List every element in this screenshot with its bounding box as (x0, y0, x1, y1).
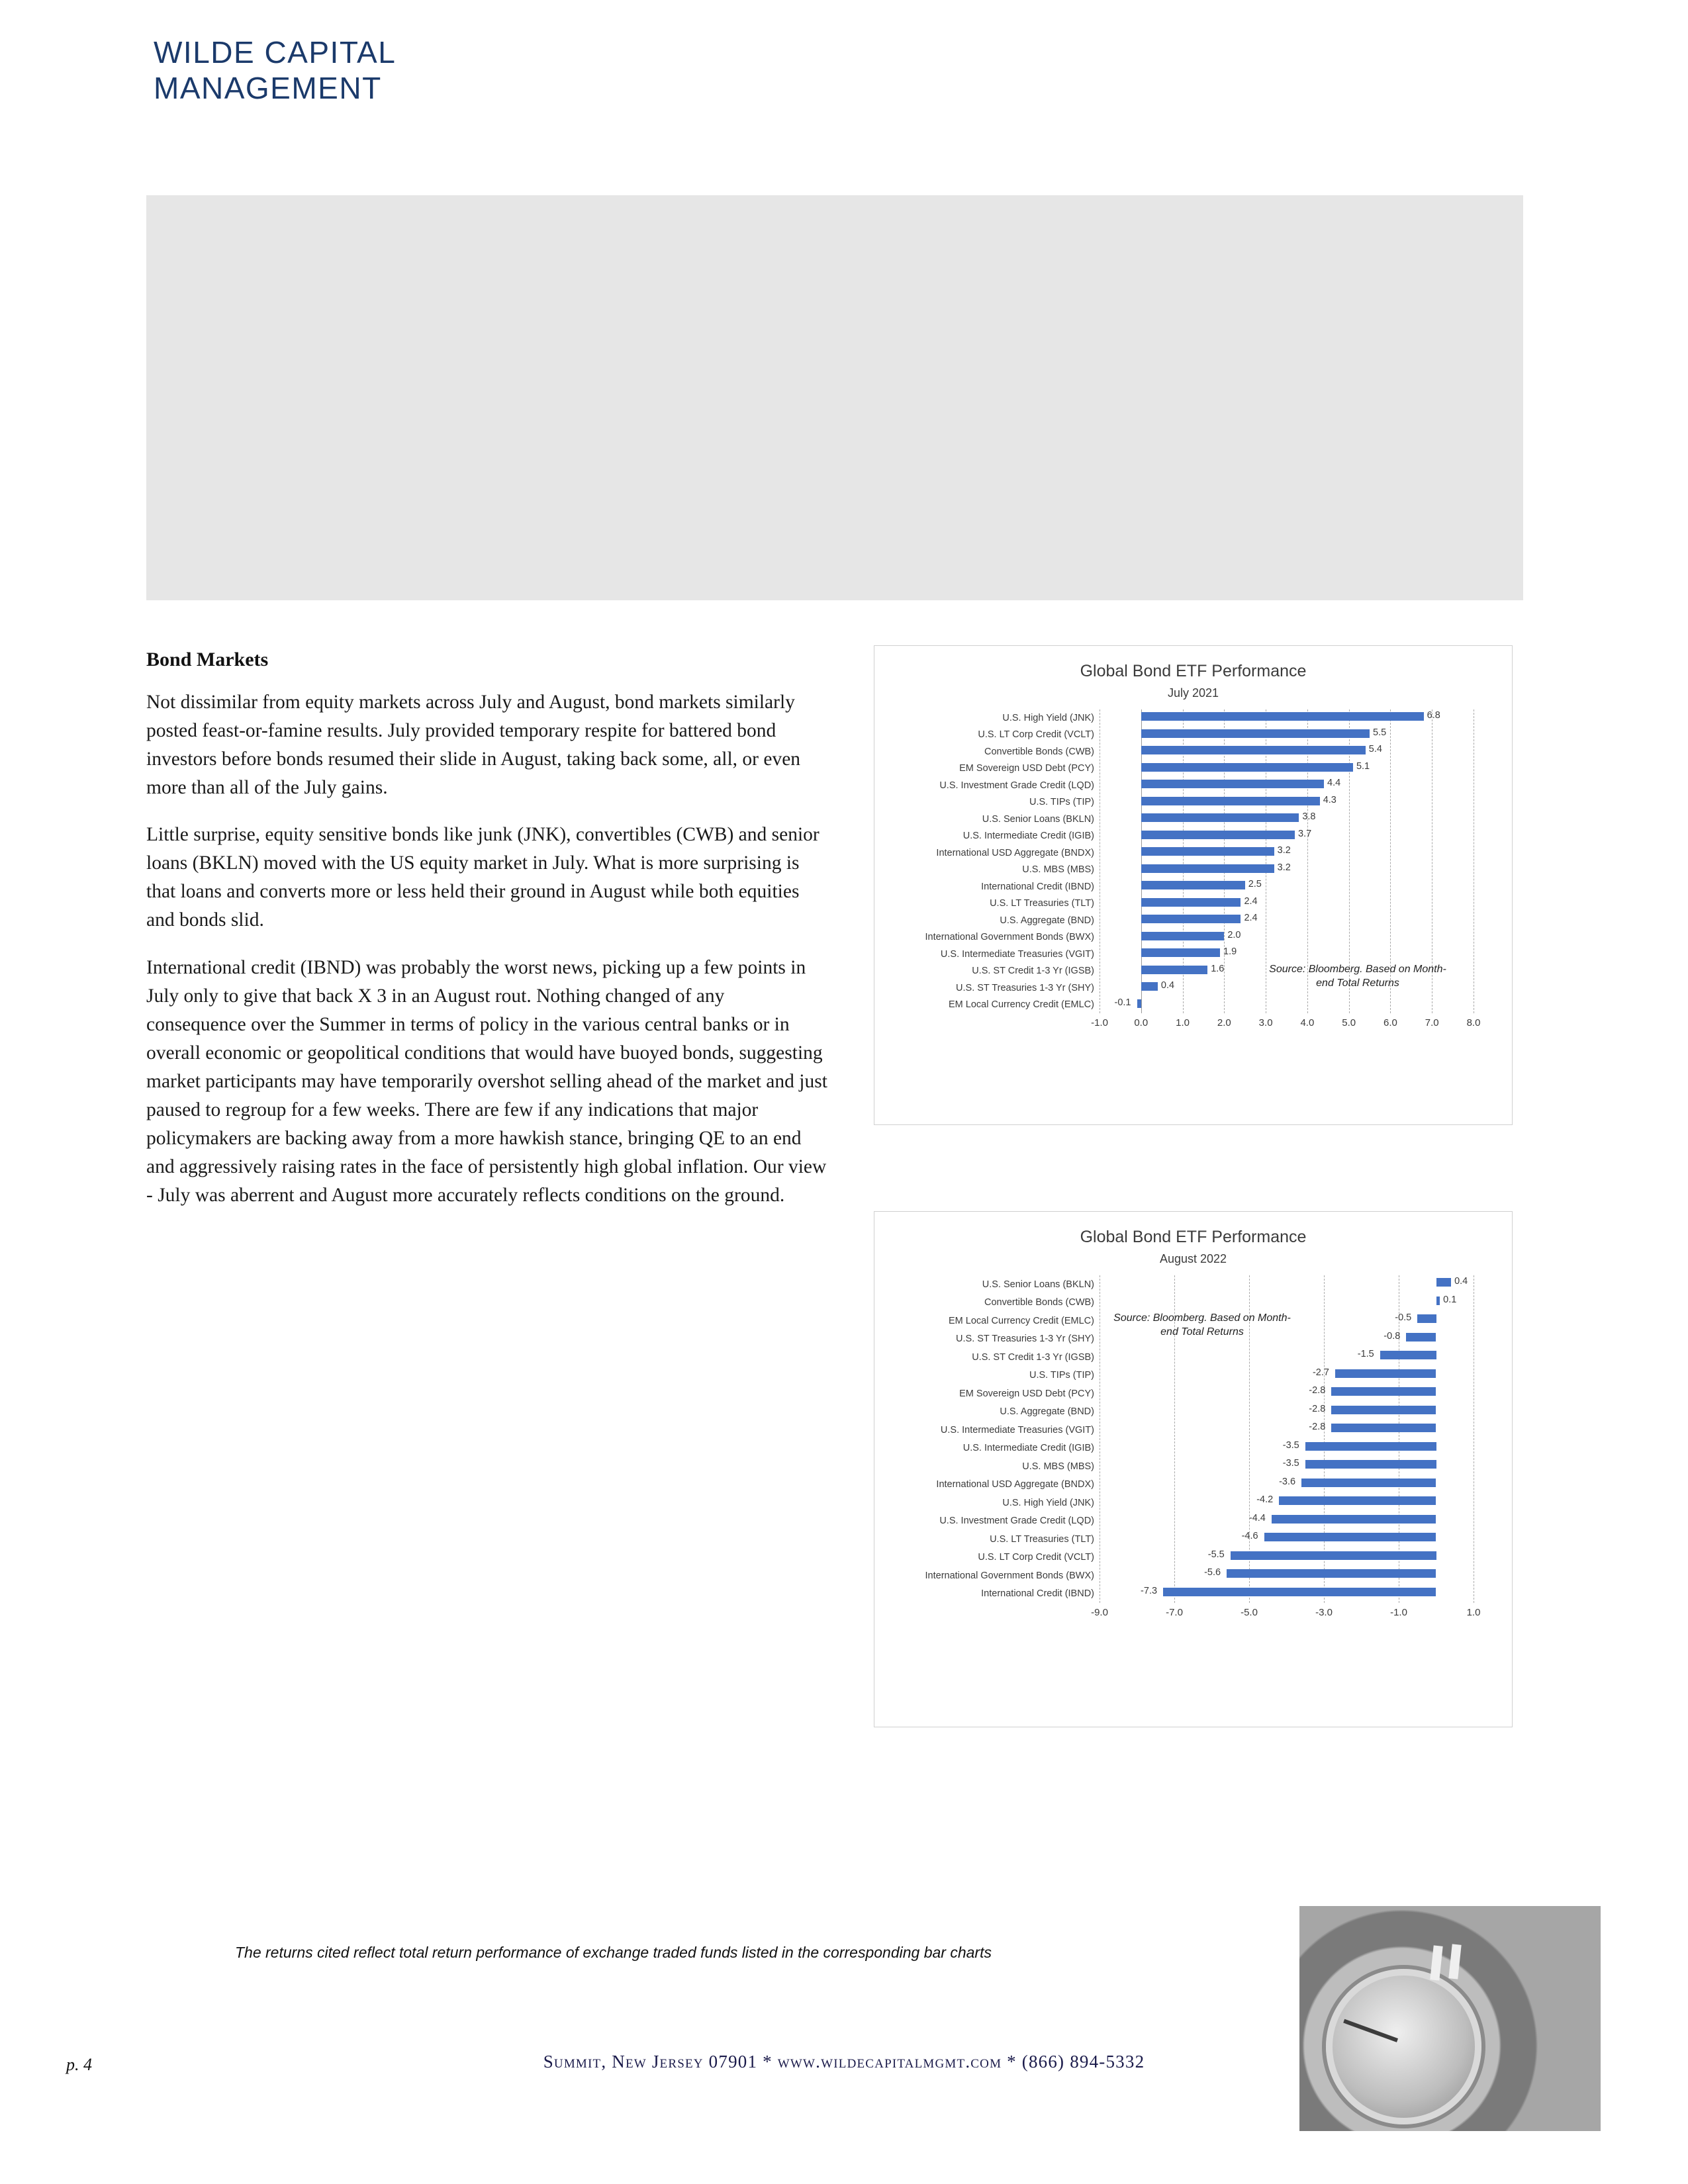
chart-row (874, 844, 1512, 862)
chart-value-label: -3.6 (1279, 1476, 1296, 1487)
chart-bar (1141, 864, 1274, 873)
chart-value-label: 2.4 (1244, 913, 1258, 923)
chart-bar-track (1100, 1421, 1474, 1439)
chart-category-label: EM Local Currency Credit (EMLC) (949, 999, 1094, 1011)
chart-bar (1141, 881, 1245, 889)
chart-category-label: U.S. Aggregate (BND) (1000, 1406, 1094, 1418)
chart-value-label: 0.4 (1160, 980, 1175, 991)
chart-bar-track (1100, 929, 1474, 946)
chart-bar-track (1100, 760, 1474, 778)
chart-row (874, 1457, 1512, 1476)
chart-category-label: EM Sovereign USD Debt (PCY) (959, 1388, 1094, 1399)
chart-july-2021 (874, 645, 1513, 1125)
chart-bar (1331, 1406, 1436, 1414)
chart-bar-track (1100, 1367, 1474, 1385)
chart-value-label: -2.8 (1309, 1385, 1326, 1396)
chart-category-label: U.S. Intermediate Treasuries (VGIT) (940, 948, 1094, 960)
page-title: Bond Markets (146, 649, 269, 670)
chart-bar (1436, 1278, 1452, 1287)
chart-category-label: U.S. Intermediate Treasuries (VGIT) (940, 1424, 1094, 1435)
axis-tick-label: 1.0 (1466, 1607, 1481, 1618)
chart-row (874, 1567, 1512, 1585)
chart-value-label: 3.7 (1298, 828, 1312, 839)
chart-bar (1279, 1496, 1436, 1505)
chart-row (874, 1439, 1512, 1458)
axis-tick-label: 2.0 (1217, 1017, 1231, 1028)
chart-bar (1141, 746, 1366, 754)
chart-bar (1406, 1333, 1436, 1342)
chart-bar-track (1100, 946, 1474, 963)
chart-category-label: EM Sovereign USD Debt (PCY) (959, 763, 1094, 774)
chart-value-label: 5.4 (1368, 744, 1382, 754)
axis-tick-label: -1.0 (1091, 1017, 1108, 1028)
chart-value-label: -3.5 (1282, 1439, 1299, 1451)
chart-bar (1141, 982, 1158, 991)
chart-category-label: U.S. LT Treasuries (TLT) (990, 898, 1094, 909)
chart-bar (1141, 813, 1299, 822)
chart-category-label: U.S. Investment Grade Credit (LQD) (939, 780, 1094, 791)
image-placeholder-block (146, 195, 1523, 600)
chart-category-label: International USD Aggregate (BNDX) (936, 1479, 1094, 1490)
chart-value-label: -1.5 (1357, 1349, 1374, 1359)
chart-row (874, 895, 1512, 913)
axis-tick-label: 7.0 (1425, 1017, 1439, 1028)
chart-bar (1141, 712, 1424, 721)
axis-tick-label: 1.0 (1176, 1017, 1190, 1028)
chart-value-label: 3.8 (1302, 811, 1316, 822)
chart-row (874, 1585, 1512, 1604)
chart-value-label: 3.2 (1277, 845, 1291, 856)
chart-category-label: EM Local Currency Credit (EMLC) (949, 1315, 1094, 1326)
axis-tick-label: 5.0 (1342, 1017, 1356, 1028)
chart-row (874, 862, 1512, 879)
chart-category-label: U.S. LT Corp Credit (VCLT) (978, 729, 1094, 741)
chart-value-label: 4.4 (1327, 778, 1341, 788)
axis-tick-label: 4.0 (1300, 1017, 1315, 1028)
chart-category-label: Convertible Bonds (CWB) (984, 1297, 1094, 1308)
article-column (146, 649, 828, 1228)
chart-bar-track (1100, 1494, 1474, 1512)
axis-tick-label: -5.0 (1241, 1607, 1258, 1618)
chart-value-label: -0.1 (1114, 997, 1131, 1008)
chart-row (874, 1348, 1512, 1367)
chart-bar-track (1100, 912, 1474, 929)
chart-bar (1331, 1424, 1436, 1432)
chart-bar (1227, 1569, 1436, 1578)
paragraph-1: Not dissimilar from equity markets across July and August, bond markets similarly posted feast-or-famine results. July provided temporary respite for battered bond investors before bonds resumed their slide in August, taking back some, all, or even more than all of the July gains. (146, 692, 801, 799)
chart-category-label: U.S. LT Corp Credit (VCLT) (978, 1552, 1094, 1563)
chart-bar (1163, 1588, 1436, 1596)
chart-value-label: 0.1 (1443, 1294, 1457, 1305)
chart-value-label: -2.7 (1312, 1367, 1329, 1378)
chart-category-label: International Credit (IBND) (981, 881, 1094, 892)
chart-bar (1141, 932, 1225, 940)
axis-tick-label: 0.0 (1134, 1017, 1149, 1028)
chart-bar (1141, 729, 1370, 738)
chart-row (874, 1385, 1512, 1403)
chart-row (874, 760, 1512, 778)
axis-tick-label: -9.0 (1091, 1607, 1108, 1618)
chart-value-label: 2.5 (1248, 879, 1262, 889)
chart-value-label: -4.6 (1241, 1531, 1258, 1541)
clock-photo (1299, 1906, 1601, 2131)
chart-bar (1141, 915, 1241, 923)
chart-value-label: -0.8 (1383, 1330, 1401, 1342)
chart-value-label: -3.5 (1282, 1458, 1299, 1469)
chart-value-label: 5.5 (1373, 727, 1387, 738)
chart-bar (1305, 1460, 1436, 1469)
axis-tick-label: 3.0 (1258, 1017, 1273, 1028)
chart-bar (1141, 966, 1207, 974)
chart-row (874, 727, 1512, 744)
chart-row (874, 878, 1512, 895)
chart-category-label: U.S. TIPs (TIP) (1029, 797, 1094, 808)
axis-tick-label: -1.0 (1390, 1607, 1407, 1618)
axis-tick-label: 8.0 (1466, 1017, 1481, 1028)
chart-category-label: International USD Aggregate (BNDX) (936, 847, 1094, 858)
chart-bar (1264, 1533, 1436, 1541)
chart-bar (1141, 797, 1320, 805)
chart-bar (1141, 847, 1274, 856)
chart-bar-track (1100, 1476, 1474, 1494)
brand-line-1: WILDE CAPITAL (154, 35, 397, 69)
chart-bar (1331, 1387, 1436, 1396)
chart-category-label: U.S. High Yield (JNK) (1002, 1497, 1094, 1508)
chart-title: Global Bond ETF Performance (1080, 1228, 1307, 1246)
chart-category-label: U.S. Intermediate Credit (IGIB) (962, 1443, 1094, 1454)
chart-subtitle: August 2022 (1159, 1252, 1227, 1265)
chart-row (874, 743, 1512, 760)
chart-bar-track (1100, 811, 1474, 828)
chart-bar-track (1100, 743, 1474, 760)
chart-bar-track (1100, 1567, 1474, 1585)
chart-bar-track (1100, 862, 1474, 879)
chart-bar-track (1100, 709, 1474, 727)
chart-value-label: -0.5 (1395, 1312, 1412, 1323)
chart-value-label: -5.6 (1204, 1567, 1221, 1578)
chart-row (874, 997, 1512, 1014)
chart-bar-track (1100, 895, 1474, 913)
chart-bar (1141, 780, 1324, 788)
chart-bar-track (1100, 1457, 1474, 1476)
brand-line-2: MANAGEMENT (154, 71, 382, 106)
chart-bar-track (1100, 1348, 1474, 1367)
chart-bar (1141, 948, 1220, 957)
chart-bar-track (1100, 1530, 1474, 1549)
chart-bar-track (1100, 844, 1474, 862)
page-number: p. 4 (66, 2055, 92, 2074)
chart-bar-track (1100, 1385, 1474, 1403)
paragraph-2: Little surprise, equity sensitive bonds like junk (JNK), convertibles (CWB) and senior loans (BKLN) moved with the US equity market in July. What is more surprising is that loans and converts more or less held their ground in August while both equities and bonds slid. (146, 824, 820, 931)
company-logo-wordmark (154, 34, 396, 107)
chart-row (874, 1421, 1512, 1439)
chart-bar (1335, 1369, 1436, 1378)
chart-category-label: U.S. High Yield (JNK) (1002, 712, 1094, 723)
chart-category-label: U.S. Aggregate (BND) (1000, 915, 1094, 926)
chart-row (874, 1294, 1512, 1312)
chart-value-label: -4.4 (1248, 1512, 1266, 1524)
chart-august-2022 (874, 1211, 1513, 1727)
chart-category-label: U.S. MBS (MBS) (1022, 1461, 1094, 1472)
chart-category-label: Convertible Bonds (CWB) (984, 746, 1094, 757)
axis-tick-label: 6.0 (1383, 1017, 1397, 1028)
chart-value-label: 5.1 (1356, 760, 1370, 772)
chart-value-label: -5.5 (1207, 1549, 1225, 1560)
chart-x-axis (1091, 1604, 1481, 1623)
chart-category-label: U.S. LT Treasuries (TLT) (990, 1533, 1094, 1545)
chart-bar (1141, 898, 1241, 907)
chart-title: Global Bond ETF Performance (1080, 662, 1307, 680)
chart-category-label: International Credit (IBND) (981, 1588, 1094, 1600)
chart-bar-track (1100, 1512, 1474, 1531)
chart-bar (1417, 1314, 1436, 1323)
chart-bar (1141, 763, 1353, 772)
chart-row (874, 811, 1512, 828)
chart-category-label: U.S. MBS (MBS) (1022, 864, 1094, 876)
chart-row (874, 1476, 1512, 1494)
chart-value-label: 4.3 (1323, 794, 1336, 805)
paragraph-3: International credit (IBND) was probably the worst news, picking up a few points in July only to give that back X 3 in an August rout. Nothing changed of any consequence over the Summer in terms of policy in the various central banks or in overall economic or geopolitical conditions that would have buoyed bonds, suggesting market participants may have temporarily overshot selling ahead of the market and just paused to regroup for a few weeks. There are few if any indications that major policymakers are backing away from a more hawkish stance, bringing QE to an end and aggressively raising rates in the face of persistently high global inflation. Our view - July was aberrent and August more accurately reflects conditions on the ground. (146, 956, 827, 1206)
chart-row (874, 1367, 1512, 1385)
chart-bar-track (1100, 878, 1474, 895)
chart-value-label: 2.0 (1227, 929, 1241, 940)
chart-value-label: -4.2 (1256, 1494, 1274, 1505)
footer-address: Summit, New Jersey 07901 * www.wildecapitalmgmt.com * (866) 894-5332 (543, 2052, 1145, 2071)
chart-category-label: U.S. Senior Loans (BKLN) (982, 813, 1094, 825)
chart-row (874, 1512, 1512, 1531)
chart-bar (1141, 831, 1295, 839)
chart-bar (1436, 1297, 1440, 1305)
chart-value-label: 6.8 (1427, 710, 1440, 721)
chart-bar-track (1100, 997, 1474, 1014)
chart-bar-track (1100, 1585, 1474, 1604)
chart-row (874, 912, 1512, 929)
chart-bar-track (1100, 777, 1474, 794)
chart-category-label: U.S. ST Treasuries 1-3 Yr (SHY) (956, 982, 1094, 993)
chart-bar-track (1100, 1439, 1474, 1458)
chart-bar (1305, 1442, 1436, 1451)
chart-bar-track (1100, 828, 1474, 845)
chart-value-label: 3.2 (1277, 862, 1291, 873)
chart-row (874, 777, 1512, 794)
chart-value-label: -7.3 (1141, 1585, 1158, 1596)
chart-category-label: U.S. Senior Loans (BKLN) (982, 1279, 1094, 1290)
chart-category-label: U.S. ST Credit 1-3 Yr (IGSB) (972, 966, 1094, 977)
axis-tick-label: -3.0 (1315, 1607, 1333, 1618)
chart-value-label: 0.4 (1454, 1276, 1468, 1287)
chart-bar (1231, 1551, 1436, 1560)
chart-bar (1301, 1479, 1436, 1487)
chart-category-label: U.S. ST Treasuries 1-3 Yr (SHY) (956, 1334, 1094, 1345)
axis-tick-label: -7.0 (1166, 1607, 1183, 1618)
chart-bar-track (1100, 1403, 1474, 1422)
chart-category-label: U.S. ST Credit 1-3 Yr (IGSB) (972, 1351, 1094, 1363)
chart-bar-track (1100, 794, 1474, 811)
chart-row (874, 1403, 1512, 1422)
chart-bar-track (1100, 1549, 1474, 1567)
chart-source-note: Source: Bloomberg. Based on Month-end Total Returns (1113, 1312, 1291, 1338)
chart-bar (1380, 1351, 1436, 1359)
chart-bar-track (1100, 1275, 1474, 1294)
chart-bar (1137, 999, 1141, 1008)
footnote-text: The returns cited reflect total return performance of exchange traded funds listed in the corresponding bar charts (235, 1944, 992, 1961)
chart-category-label: U.S. Investment Grade Credit (LQD) (939, 1516, 1094, 1527)
chart-x-axis (1091, 1015, 1481, 1033)
chart-row (874, 1494, 1512, 1512)
chart-value-label: 1.9 (1223, 946, 1237, 957)
chart-row (874, 946, 1512, 963)
chart-category-label: International Government Bonds (BWX) (925, 1570, 1094, 1581)
chart-source-note: Source: Bloomberg. Based on Month-end Total Returns (1269, 964, 1446, 989)
chart-row (874, 709, 1512, 727)
chart-bar (1272, 1515, 1436, 1524)
chart-category-label: International Government Bonds (BWX) (925, 932, 1094, 943)
chart-subtitle: July 2021 (1167, 686, 1219, 700)
chart-category-label: U.S. Intermediate Credit (IGIB) (962, 831, 1094, 842)
clock-dial (1326, 1969, 1481, 2124)
chart-row (874, 1530, 1512, 1549)
chart-value-label: 1.6 (1211, 963, 1225, 974)
chart-row (874, 794, 1512, 811)
chart-value-label: 2.4 (1244, 895, 1258, 907)
chart-value-label: -2.8 (1309, 1422, 1326, 1432)
chart-bar-track (1100, 727, 1474, 744)
chart-value-label: -2.8 (1309, 1403, 1326, 1414)
chart-category-label: U.S. TIPs (TIP) (1029, 1370, 1094, 1381)
chart-row (874, 929, 1512, 946)
chart-row (874, 1549, 1512, 1567)
chart-bar-track (1100, 1294, 1474, 1312)
chart-row (874, 828, 1512, 845)
chart-row (874, 1275, 1512, 1294)
